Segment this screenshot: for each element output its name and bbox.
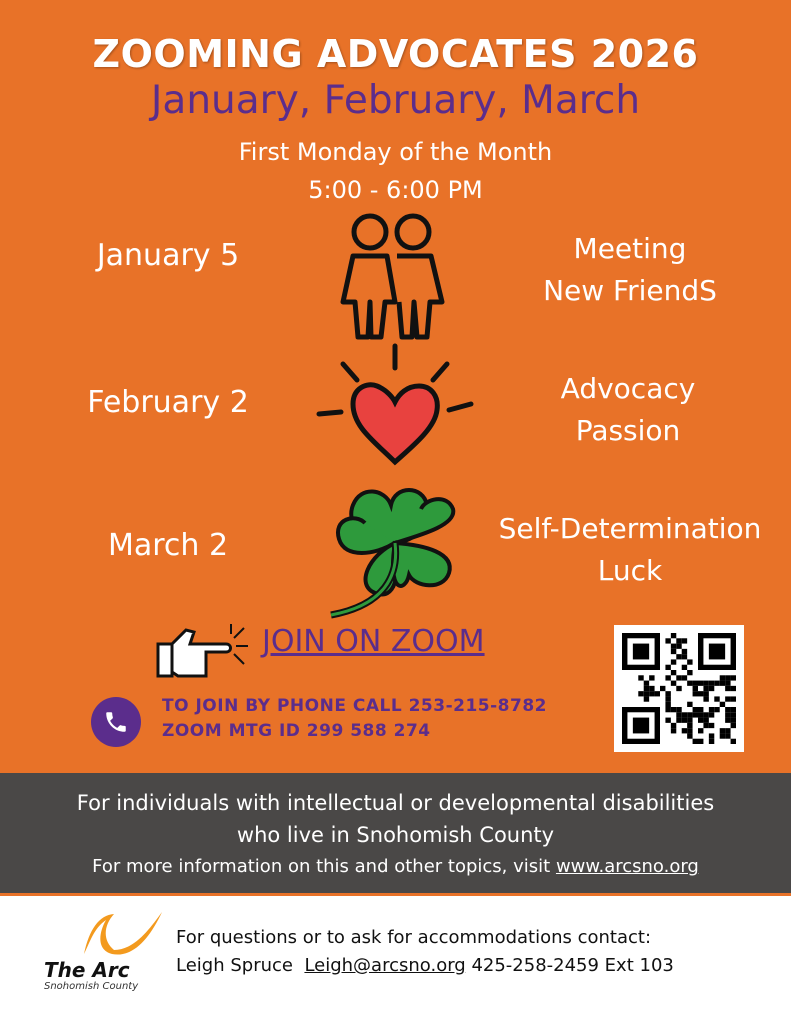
time-text: 5:00 - 6:00 PM: [308, 176, 483, 204]
phone-info: [162, 694, 547, 744]
session-date: February 2: [87, 385, 249, 420]
audience-text-2: who live in Snohomish County: [236, 823, 555, 847]
session-date: January 5: [96, 238, 240, 273]
more-info-text: For more information on this and other topics, visit www.arcsno.org: [92, 856, 699, 877]
friends-icon: [335, 212, 450, 342]
clover-icon: [325, 475, 465, 623]
join-on-zoom-link[interactable]: JOIN ON ZOOM: [262, 624, 485, 659]
session-date: March 2: [107, 528, 229, 563]
contact-email-link[interactable]: Leigh@arcsno.org: [304, 955, 466, 976]
session-theme: Meeting New FriendS: [543, 232, 717, 307]
pointing-hand-icon: [156, 622, 256, 684]
the-arc-logo: The Arc Snohomish County: [44, 910, 174, 995]
session-theme: Self-Determination Luck: [498, 512, 762, 587]
info-band: [0, 773, 791, 896]
phone-icon: [91, 697, 141, 747]
contact-info: For questions or to ask for accommodations contact: Leigh Spruce Leigh@arcsno.org 425-258-2459 Ext 103: [176, 927, 674, 976]
flyer-title: ZOOMING ADVOCATES 2026: [92, 32, 699, 76]
heart-icon: [315, 342, 475, 467]
zoom-qr-code[interactable]: [614, 625, 744, 752]
audience-text: For individuals with intellectual or developmental disabilities: [76, 791, 715, 815]
schedule-text: First Monday of the Month: [238, 138, 553, 166]
meeting-id: ZOOM MTG ID 299 588 274: [162, 721, 431, 741]
session-theme: Advocacy Passion: [560, 372, 696, 447]
website-link[interactable]: www.arcsno.org: [555, 856, 699, 877]
months-subtitle: January, February, March: [150, 78, 641, 123]
phone-number: TO JOIN BY PHONE CALL 253-215-8782: [162, 696, 547, 716]
